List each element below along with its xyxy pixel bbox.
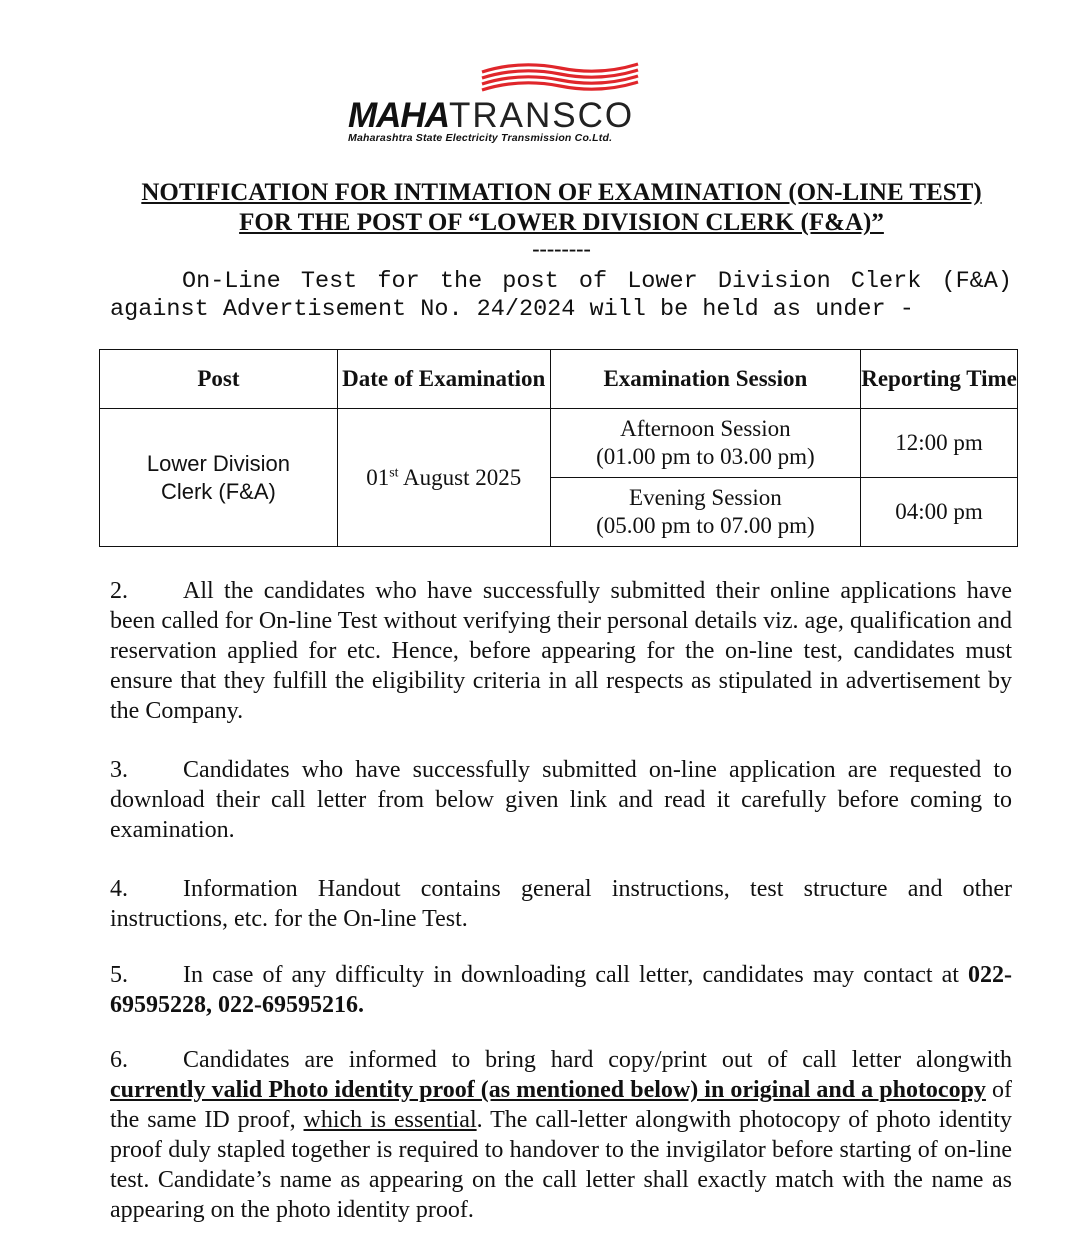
paragraph-5: 5. In case of any difficulty in downloading call letter, candidates may contact at 022-69595228, 022-69595216. bbox=[110, 962, 1012, 1018]
exam-schedule-table bbox=[99, 349, 1018, 547]
paragraph-3: 3. Candidates who have successfully submitted on-line application are requested to download their call letter from below given link and read it carefully before coming to examination. bbox=[110, 757, 1012, 843]
cell-session-evening: Evening Session (05.00 pm to 07.00 pm) bbox=[550, 478, 861, 547]
header-reporting: Reporting Time bbox=[861, 350, 1018, 409]
transmission-waves-icon bbox=[480, 60, 640, 100]
table-header-row bbox=[100, 350, 1018, 409]
title-separator: -------- bbox=[532, 236, 591, 261]
header-post: Post bbox=[100, 350, 338, 409]
cell-reporting-evening: 04:00 pm bbox=[861, 478, 1018, 547]
cell-reporting-afternoon: 12:00 pm bbox=[861, 409, 1018, 478]
cell-post: Lower Division Clerk (F&A) bbox=[100, 409, 338, 547]
header-session: Examination Session bbox=[550, 350, 861, 409]
company-logo bbox=[340, 60, 780, 150]
paragraph-4: 4. Information Handout contains general instructions, test structure and other instructions, etc. for the On-line Test. bbox=[110, 876, 1012, 932]
essential-underline: which is essential bbox=[303, 1107, 477, 1133]
table-row bbox=[100, 409, 1018, 478]
header-date: Date of Examination bbox=[337, 350, 550, 409]
logo-wordmark: MAHATRANSCO bbox=[348, 96, 635, 135]
notification-title-line2: FOR THE POST OF “LOWER DIVISION CLERK (F&A)” bbox=[239, 209, 884, 236]
paragraph-6: 6. Candidates are informed to bring hard copy/print out of call letter alongwith currently valid Photo identity proof (as mentioned below) in original and a photocopy of the same ID proof, which is essential. The call-letter alongwith photocopy of photo identity proof duly stapled together is required to handover to the invigilator before starting of on-line test. Candidate’s name as appearing on the call letter shall exactly match with the name as appearing on the photo identity proof. bbox=[110, 1047, 1012, 1223]
cell-date: 01st August 2025 bbox=[337, 409, 550, 547]
id-proof-emphasis: currently valid Photo identity proof (as mentioned below) in original and a photocopy bbox=[110, 1077, 986, 1103]
cell-session-afternoon: Afternoon Session (01.00 pm to 03.00 pm) bbox=[550, 409, 861, 478]
contact-phone-numbers: 022-69595228, 022-69595216. bbox=[110, 962, 1012, 1018]
logo-tagline: Maharashtra State Electricity Transmission Co.Ltd. bbox=[348, 132, 613, 144]
notification-title-line1: NOTIFICATION FOR INTIMATION OF EXAMINATION (ON-LINE TEST) bbox=[141, 179, 982, 206]
paragraph-2: 2. All the candidates who have successfully submitted their online applications have been called for On-line Test without verifying their personal details viz. age, qualification and reservation applied for etc. Hence, before appearing for the on-line test, candidates must ensure that they fulfill the eligibility criteria in all respects as stipulated in advertisement by the Company. bbox=[110, 578, 1012, 724]
intro-paragraph: On-Line Test for the post of Lower Division Clerk (F&A) against Advertisement No. 24/2024 will be held as under - bbox=[110, 268, 1012, 323]
